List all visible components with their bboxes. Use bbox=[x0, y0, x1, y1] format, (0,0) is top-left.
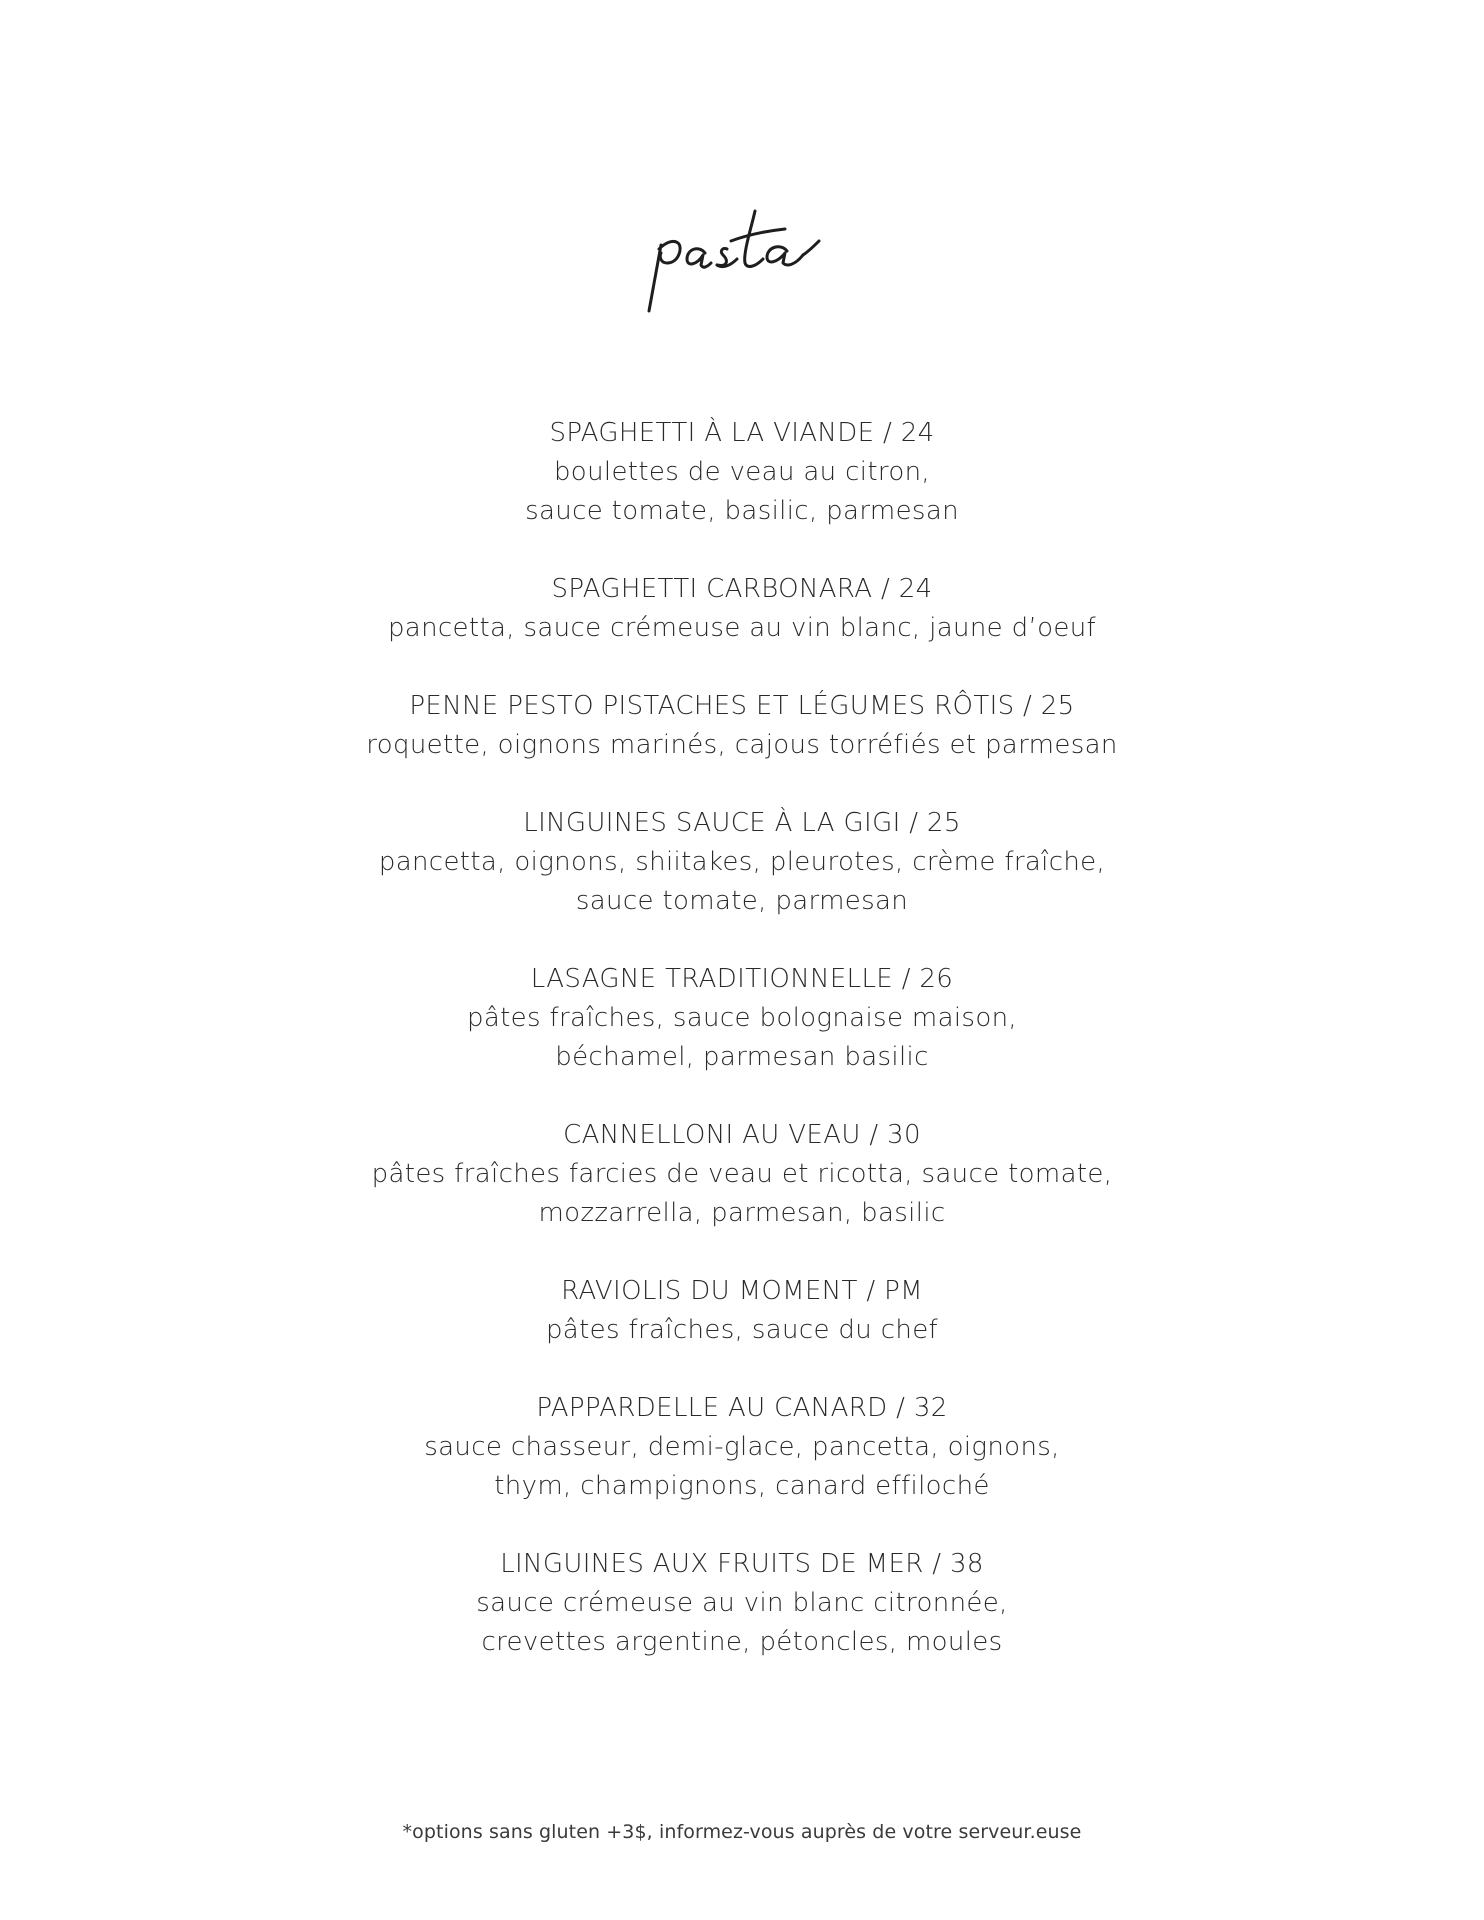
menu-item bbox=[0, 570, 1484, 648]
menu-item-title: LASAGNE TRADITIONNELLE / 26 bbox=[530, 964, 954, 994]
menu-item-title: PAPPARDELLE AU CANARD / 32 bbox=[536, 1393, 948, 1423]
menu-item bbox=[0, 414, 1484, 531]
menu-item-description: pancetta, oignons, shiitakes, pleurotes, crème fraîche, bbox=[378, 847, 1106, 877]
menu-item bbox=[0, 1116, 1484, 1233]
menu-item-description: pâtes fraîches, sauce bolognaise maison, bbox=[466, 1003, 1018, 1033]
menu-item-title: RAVIOLIS DU MOMENT / PM bbox=[561, 1276, 923, 1306]
menu-item bbox=[0, 1389, 1484, 1506]
menu-item-title: LINGUINES AUX FRUITS DE MER / 38 bbox=[500, 1549, 984, 1579]
menu-item-description: béchamel, parmesan basilic bbox=[555, 1042, 929, 1072]
menu-item-description: pancetta, sauce crémeuse au vin blanc, jaune d’oeuf bbox=[387, 613, 1097, 643]
menu-item-description: boulettes de veau au citron, bbox=[553, 457, 931, 487]
menu-item bbox=[0, 960, 1484, 1077]
menu-item-title: SPAGHETTI À LA VIANDE / 24 bbox=[549, 418, 935, 448]
script-lettering-graphic bbox=[647, 205, 837, 315]
menu-item bbox=[0, 1272, 1484, 1350]
menu-item-description: pâtes fraîches farcies de veau et ricotta, sauce tomate, bbox=[371, 1159, 1113, 1189]
menu-item-description: thym, champignons, canard effiloché bbox=[494, 1471, 990, 1501]
menu-item-description: roquette, oignons marinés, cajous torréfiés et parmesan bbox=[366, 730, 1118, 760]
menu-item-title: SPAGHETTI CARBONARA / 24 bbox=[551, 574, 933, 604]
gluten-free-footnote: *options sans gluten +3$, informez-vous auprès de votre serveur.euse bbox=[402, 1821, 1082, 1843]
menu-item-description: pâtes fraîches, sauce du chef bbox=[545, 1315, 939, 1345]
menu-item-description: sauce chasseur, demi-glace, pancetta, oignons, bbox=[424, 1432, 1060, 1462]
menu-item-description: sauce tomate, basilic, parmesan bbox=[525, 496, 959, 526]
pasta-menu-list bbox=[0, 414, 1484, 1701]
menu-item bbox=[0, 804, 1484, 921]
menu-item-description: mozzarrella, parmesan, basilic bbox=[538, 1198, 946, 1228]
menu-item-description: crevettes argentine, pétoncles, moules bbox=[481, 1627, 1003, 1657]
menu-item-title: LINGUINES SAUCE À LA GIGI / 25 bbox=[523, 808, 961, 838]
menu-item-description: sauce tomate, parmesan bbox=[575, 886, 909, 916]
script-title-pasta bbox=[647, 205, 837, 315]
menu-item bbox=[0, 687, 1484, 765]
menu-item-description: sauce crémeuse au vin blanc citronnée, bbox=[476, 1588, 1008, 1618]
menu-item-title: CANNELLONI AU VEAU / 30 bbox=[563, 1120, 921, 1150]
menu-item bbox=[0, 1545, 1484, 1662]
page-title bbox=[0, 205, 1484, 325]
menu-item-title: PENNE PESTO PISTACHES ET LÉGUMES RÔTIS / 25 bbox=[409, 691, 1075, 721]
